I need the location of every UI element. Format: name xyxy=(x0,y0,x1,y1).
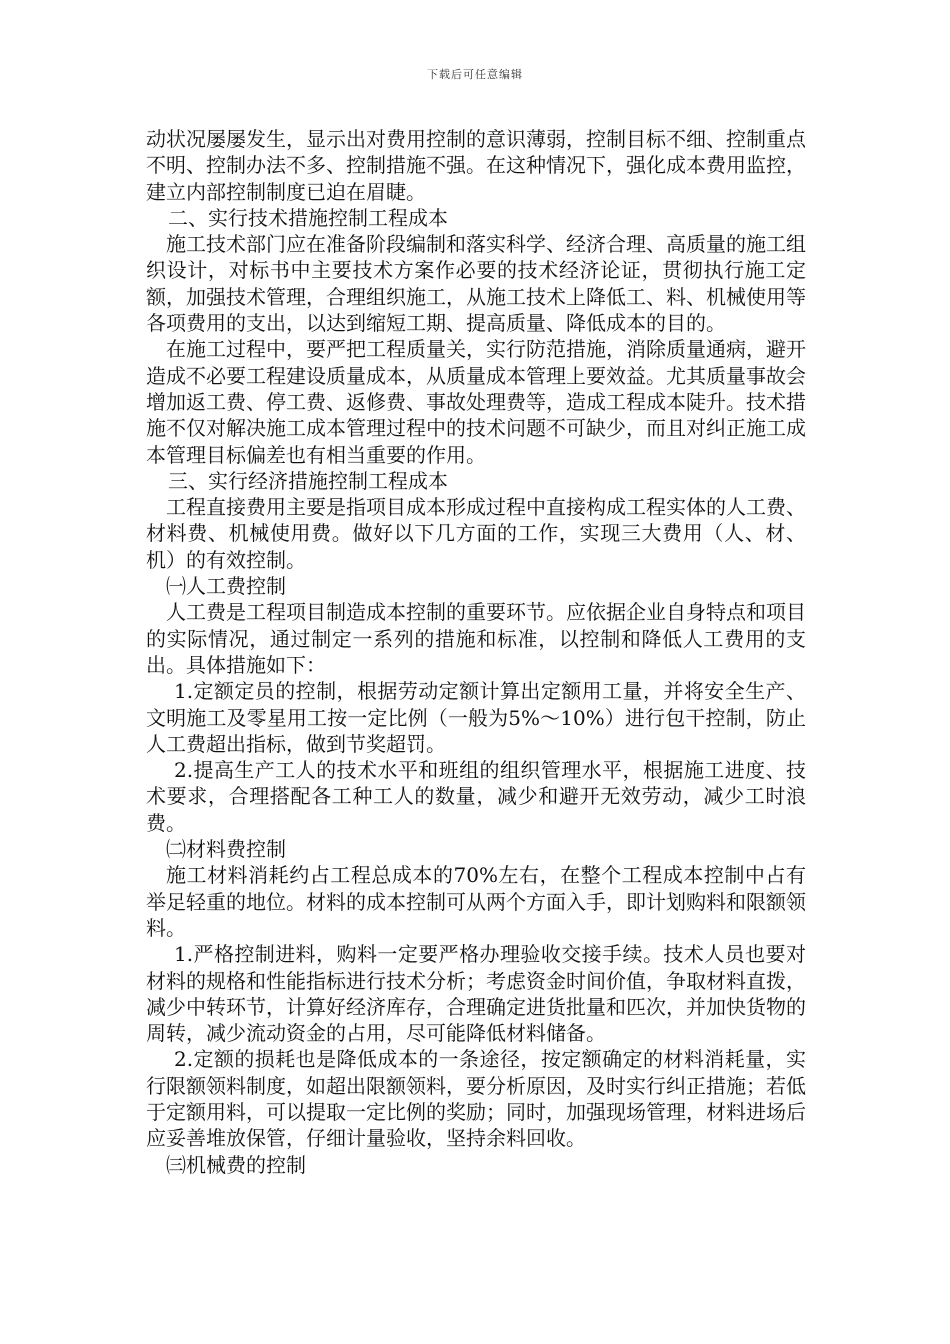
paragraph: 人工费是工程项目制造成本控制的重要环节。应依据企业自身特点和项目的实际情况，通过制定一系列的措施和标准，以控制和降低人工费用的支出。具体措施如下： xyxy=(146,600,806,677)
paragraph: 在施工过程中，要严把工程质量关，实行防范措施，消除质量通病，避开造成不必要工程建设质量成本，从质量成本管理上要效益。尤其质量事故会增加返工费、停工费、返修费、事故处理费等，造成工程成本陡升。技术措施不仅对解决施工成本管理过程中的技术问题不可缺少，而且对纠正施工成本管理目标偏差也有相当重要的作用。 xyxy=(146,337,806,467)
list-item: 1.严格控制进料，购料一定要严格办理验收交接手续。技术人员也要对材料的规格和性能指标进行技术分析；考虑资金时间价值，争取材料直拨，减少中转环节，计算好经济库存，合理确定进货批量和匹次，并加快货物的周转，减少流动资金的占用，尽可能降低材料储备。 xyxy=(146,942,806,1046)
subsection-heading-machinery: ㈢机械费的控制 xyxy=(166,1152,306,1177)
subsection-heading-material: ㈡材料费控制 xyxy=(166,837,286,862)
paragraph: 施工材料消耗约占工程总成本的70%左右，在整个工程成本控制中占有举足轻重的地位。材料的成本控制可从两个方面入手，即计划购料和限额领料。 xyxy=(146,863,806,940)
section-heading-3: 三、实行经济措施控制工程成本 xyxy=(168,468,448,493)
list-item: 2.定额的损耗也是降低成本的一条途径，按定额确定的材料消耗量，实行限额领料制度，如超出限额领料，要分析原因，及时实行纠正措施；若低于定额用料，可以提取一定比例的奖励；同时，加强现场管理，材料进场后应妥善堆放保管，仔细计量验收，坚持余料回收。 xyxy=(146,1047,806,1151)
list-item: 1.定额定员的控制，根据劳动定额计算出定额用工量，并将安全生产、文明施工及零星用工按一定比例（一般为5%～10%）进行包干控制，防止人工费超出指标，做到节奖超罚。 xyxy=(146,679,806,756)
subsection-heading-labor: ㈠人工费控制 xyxy=(166,574,286,599)
section-heading-2: 二、实行技术措施控制工程成本 xyxy=(168,205,448,230)
list-item: 2.提高生产工人的技术水平和班组的组织管理水平，根据施工进度、技术要求，合理搭配各工种工人的数量，减少和避开无效劳动，减少工时浪费。 xyxy=(146,758,806,835)
page-header: 下载后可任意编辑 xyxy=(427,68,523,81)
document-body xyxy=(146,126,806,1178)
paragraph-continuation: 动状况屡屡发生，显示出对费用控制的意识薄弱，控制目标不细、控制重点不明、控制办法不多、控制措施不强。在这种情况下，强化成本费用监控，建立内部控制制度已迫在眉睫。 xyxy=(146,127,806,204)
paragraph: 施工技术部门应在准备阶段编制和落实科学、经济合理、高质量的施工组织设计，对标书中主要技术方案作必要的技术经济论证，贯彻执行施工定额，加强技术管理，合理组织施工，从施工技术上降低工、料、机械使用等各项费用的支出，以达到缩短工期、提高质量、降低成本的目的。 xyxy=(146,232,806,336)
paragraph: 工程直接费用主要是指项目成本形成过程中直接构成工程实体的人工费、材料费、机械使用费。做好以下几方面的工作，实现三大费用（人、材、机）的有效控制。 xyxy=(146,495,806,572)
